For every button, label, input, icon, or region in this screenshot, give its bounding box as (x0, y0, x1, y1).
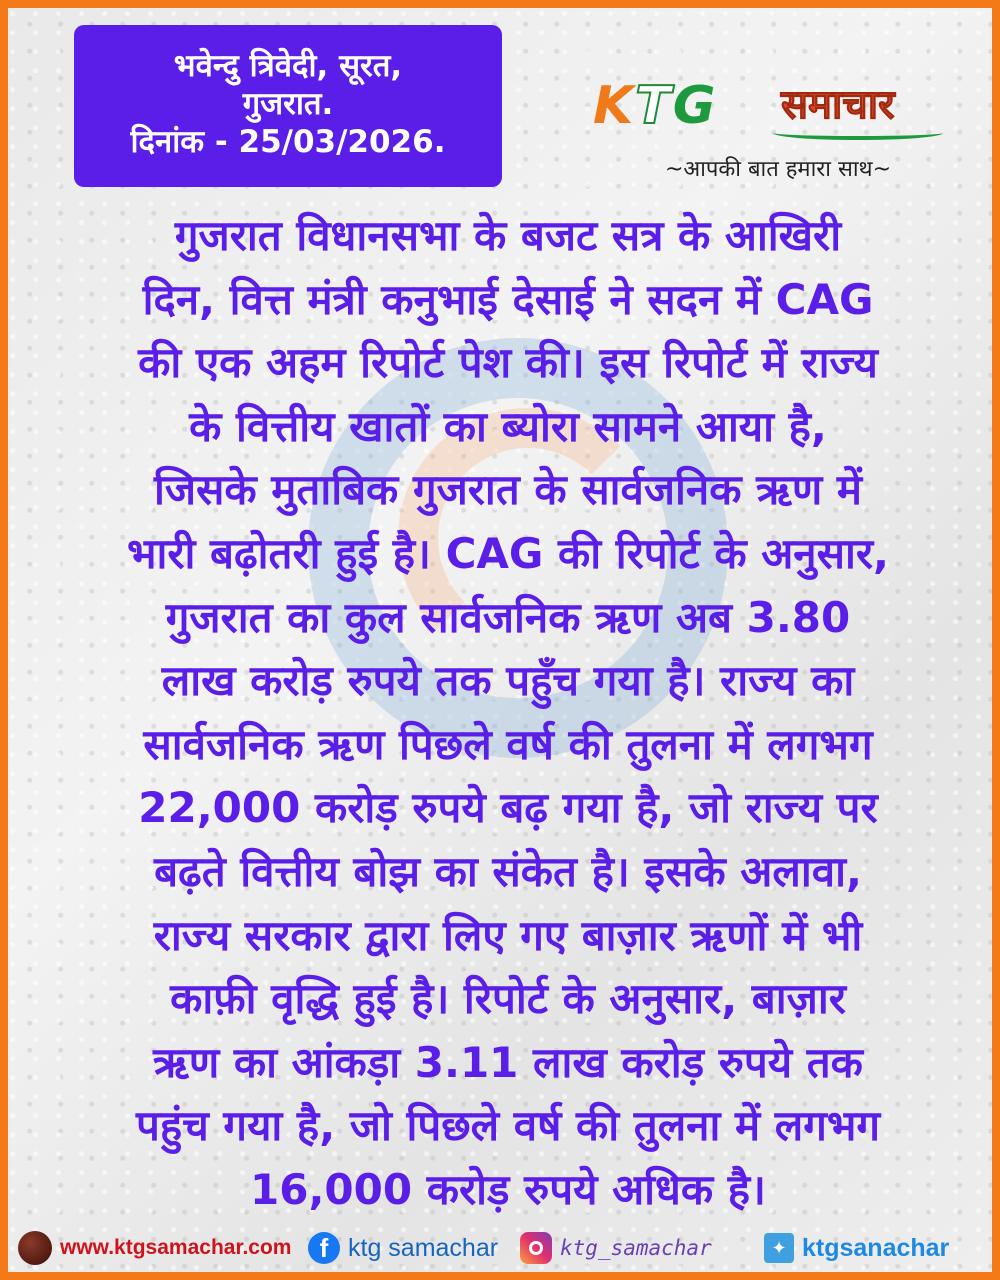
article-line: दिन, वित्त मंत्री कनुभाई देसाई ने सदन में CAG (142, 274, 874, 324)
article-line: गुजरात का कुल सार्वजनिक ऋण अब 3.80 (165, 592, 851, 642)
article-line: 22,000 करोड़ रुपये बढ़ गया है, जो राज्य पर (138, 783, 878, 833)
article-line: सार्वजनिक ऋण पिछले वर्ष की तुलना में लगभग (143, 719, 873, 769)
article-line: पहुंच गया है, जो पिछले वर्ष की तुलना में लगभग (135, 1101, 881, 1151)
byline-box (74, 25, 502, 187)
logo-samachar: समाचार (781, 82, 895, 128)
twitter-icon: ✦ (764, 1233, 794, 1263)
article-line: काफ़ी वृद्धि हुई है। रिपोर्ट के अनुसार, बाज़ार (170, 974, 846, 1024)
article-line: बढ़ते वित्तीय बोझ का संकेत है। इसके अलावा, (154, 846, 862, 896)
byline-date: दिनांक - 25/03/2026. (130, 124, 446, 160)
instagram-handle[interactable]: ktg_samachar (560, 1236, 712, 1260)
tagline: ~आपकी बात हमारा साथ~ (664, 157, 892, 182)
article-line: जिसके मुताबिक गुजरात के सार्वजनिक ऋण में (153, 465, 863, 515)
facebook-handle[interactable]: ktg samachar (348, 1233, 499, 1262)
byline-author: भवेन्दु त्रिवेदी, सूरत, (173, 48, 403, 84)
footer-instagram[interactable] (520, 1230, 712, 1266)
article-body (38, 204, 978, 1222)
byline-state: गुजरात. (242, 86, 334, 122)
twitter-handle[interactable]: ktgsanachar (802, 1233, 950, 1262)
article-line: भारी बढ़ोतरी हुई है। CAG की रिपोर्ट के अनुसार, (126, 528, 890, 578)
article-line: गुजरात विधानसभा के बजट सत्र के आखिरी (174, 211, 842, 260)
footer-facebook[interactable] (308, 1230, 498, 1266)
instagram-icon (520, 1232, 552, 1264)
footer-social-bar (16, 1216, 1000, 1280)
article-line: के वित्तीय खातों का ब्योरा सामने आया है, (189, 401, 827, 451)
footer-website[interactable] (18, 1230, 291, 1266)
logo-ktg: KTG (593, 76, 718, 136)
website-link[interactable]: www.ktgsamachar.com (60, 1236, 292, 1259)
article-line: ऋण का आंकड़ा 3.11 लाख करोड़ रुपये तक (153, 1037, 863, 1087)
article-line: राज्य सरकार द्वारा लिए गए बाज़ार ऋणों में भी (153, 910, 863, 960)
article-line: की एक अहम रिपोर्ट पेश की। इस रिपोर्ट में राज्य (138, 338, 878, 388)
article-line: लाख करोड़ रुपये तक पहुँच गया है। राज्य का (161, 656, 855, 706)
ktg-samachar-logo (593, 76, 953, 136)
globe-icon (18, 1231, 52, 1265)
facebook-icon: f (308, 1232, 340, 1264)
footer-twitter[interactable] (764, 1230, 949, 1266)
logo-underline (773, 126, 943, 140)
article-line: 16,000 करोड़ रुपये अधिक है। (250, 1164, 766, 1214)
